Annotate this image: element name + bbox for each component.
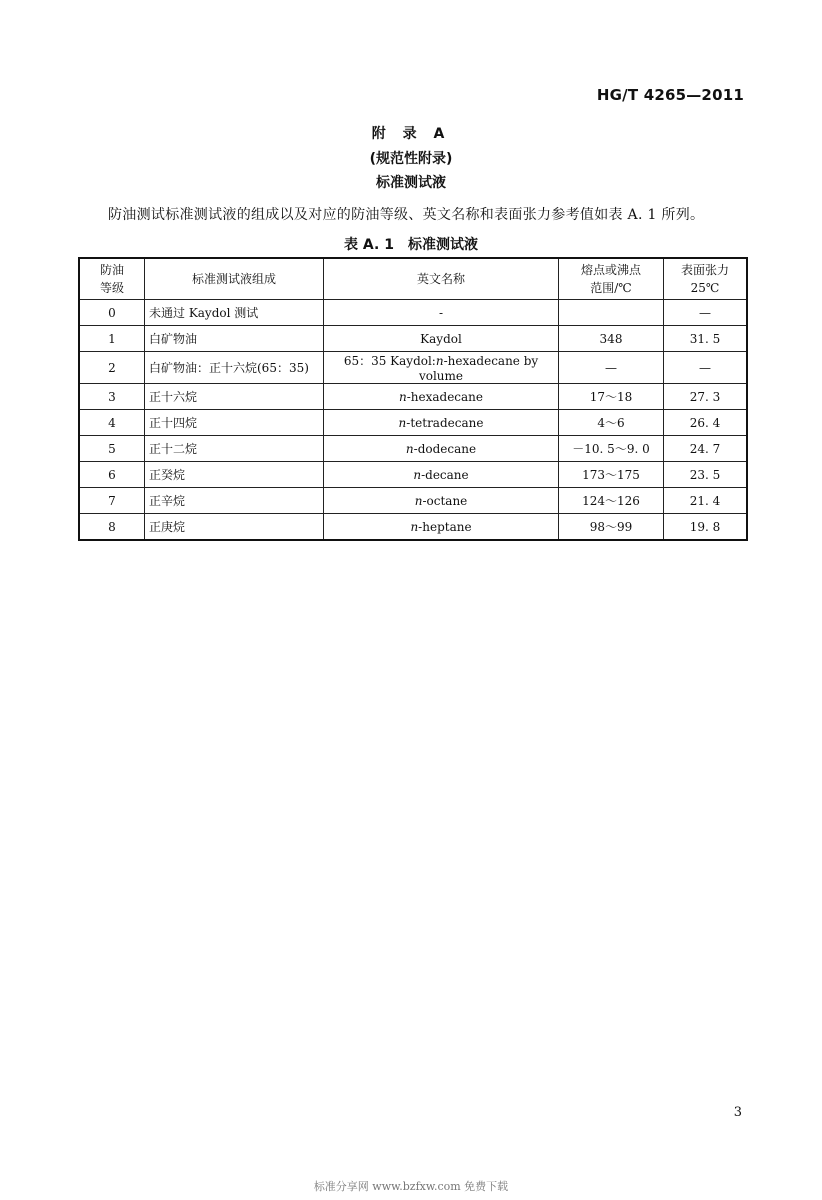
cell-melting-boiling: －10. 5～9. 0 xyxy=(559,436,664,462)
cell-grade: 6 xyxy=(79,462,145,488)
cell-grade: 1 xyxy=(79,326,145,352)
table-caption: 表 A. 1 标准测试液 xyxy=(344,237,478,253)
cell-english-name: n-hexadecane xyxy=(324,384,559,410)
header-composition: 标准测试液组成 xyxy=(145,258,324,300)
cell-surface-tension: 23. 5 xyxy=(664,462,748,488)
cell-grade: 3 xyxy=(79,384,145,410)
cell-grade: 5 xyxy=(79,436,145,462)
cell-english-name: Kaydol xyxy=(324,326,559,352)
cell-english-name: n-heptane xyxy=(324,514,559,541)
cell-composition: 正十六烷 xyxy=(145,384,324,410)
header-english-name: 英文名称 xyxy=(324,258,559,300)
cell-surface-tension: 21. 4 xyxy=(664,488,748,514)
table-row xyxy=(79,300,747,326)
cell-surface-tension: — xyxy=(664,352,748,384)
cell-melting-boiling: 124～126 xyxy=(559,488,664,514)
cell-surface-tension: — xyxy=(664,300,748,326)
intro-paragraph: 防油测试标准测试液的组成以及对应的防油等级、英文名称和表面张力参考值如表 A. 1 所列。 xyxy=(108,207,705,223)
cell-melting-boiling: 173～175 xyxy=(559,462,664,488)
table-row xyxy=(79,514,747,541)
cell-surface-tension: 27. 3 xyxy=(664,384,748,410)
document-code: HG/T 4265—2011 xyxy=(596,86,744,104)
table-row xyxy=(79,410,747,436)
header-surface-tension: 表面张力 25℃ xyxy=(664,258,748,300)
cell-melting-boiling: 348 xyxy=(559,326,664,352)
cell-english-name: n-tetradecane xyxy=(324,410,559,436)
cell-surface-tension: 19. 8 xyxy=(664,514,748,541)
cell-surface-tension: 24. 7 xyxy=(664,436,748,462)
cell-english-name: n-dodecane xyxy=(324,436,559,462)
page-number: 3 xyxy=(733,1105,742,1120)
cell-grade: 7 xyxy=(79,488,145,514)
footer-watermark: 标准分享网 www.bzfxw.com 免费下载 xyxy=(313,1180,509,1193)
cell-composition: 白矿物油：正十六烷(65：35) xyxy=(145,352,324,384)
cell-grade: 8 xyxy=(79,514,145,541)
cell-surface-tension: 26. 4 xyxy=(664,410,748,436)
cell-melting-boiling: — xyxy=(559,352,664,384)
cell-melting-boiling: 17～18 xyxy=(559,384,664,410)
table-row xyxy=(79,488,747,514)
cell-melting-boiling: 98～99 xyxy=(559,514,664,541)
cell-composition: 正辛烷 xyxy=(145,488,324,514)
table-row xyxy=(79,384,747,410)
cell-composition: 正十二烷 xyxy=(145,436,324,462)
cell-composition: 正庚烷 xyxy=(145,514,324,541)
cell-composition: 白矿物油 xyxy=(145,326,324,352)
cell-melting-boiling xyxy=(559,300,664,326)
cell-grade: 4 xyxy=(79,410,145,436)
cell-grade: 0 xyxy=(79,300,145,326)
cell-surface-tension: 31. 5 xyxy=(664,326,748,352)
cell-melting-boiling: 4～6 xyxy=(559,410,664,436)
header-oil-grade: 防油 等级 xyxy=(79,258,145,300)
table-row xyxy=(79,462,747,488)
test-liquid-table xyxy=(78,257,748,541)
cell-composition: 正癸烷 xyxy=(145,462,324,488)
appendix-subtitle: (规范性附录) xyxy=(369,151,453,167)
cell-composition: 正十四烷 xyxy=(145,410,324,436)
appendix-title: 附 录 A xyxy=(371,126,451,142)
cell-english-name: n-decane xyxy=(324,462,559,488)
cell-grade: 2 xyxy=(79,352,145,384)
cell-composition: 未通过 Kaydol 测试 xyxy=(145,300,324,326)
cell-english-name: - xyxy=(324,300,559,326)
table-row xyxy=(79,436,747,462)
table-row xyxy=(79,352,747,384)
cell-english-name: 65：35 Kaydol:n-hexadecane by volume xyxy=(324,352,559,384)
table-header-row xyxy=(79,258,747,300)
cell-english-name: n-octane xyxy=(324,488,559,514)
appendix-name: 标准测试液 xyxy=(376,175,446,191)
header-melting-boiling: 熔点或沸点 范围/℃ xyxy=(559,258,664,300)
table-row xyxy=(79,326,747,352)
